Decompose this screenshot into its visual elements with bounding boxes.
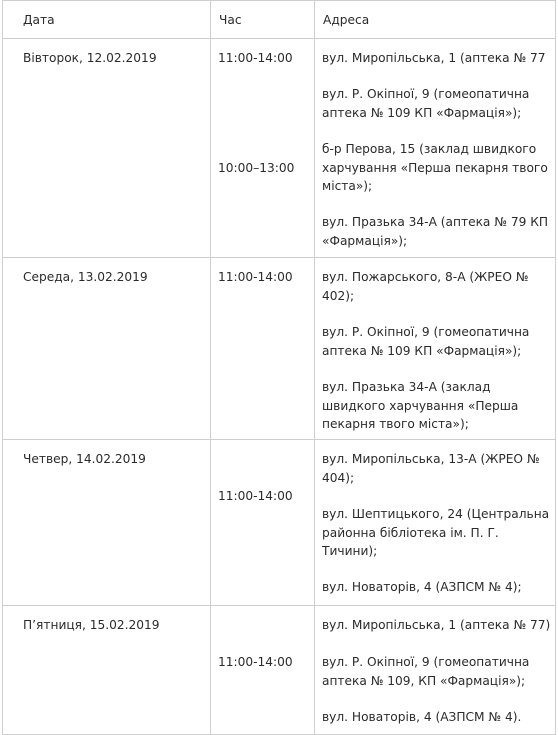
header-address <box>315 1 556 39</box>
date-text: Вівторок, 12.02.2019 <box>23 51 157 65</box>
header-address-label: Адреса <box>323 13 370 27</box>
address-cell <box>315 258 556 440</box>
table-row <box>3 258 556 440</box>
time-text: 10:00–13:00 <box>218 161 295 175</box>
date-cell <box>3 606 211 735</box>
address-text: вул. Новаторів, 4 (АЗПСМ № 4); <box>322 580 522 594</box>
time-cell <box>211 606 315 735</box>
table-row <box>3 39 556 258</box>
table-row <box>3 440 556 606</box>
header-time <box>211 1 315 39</box>
address-text: вул. Шептицького, 24 (Центральна районна бібліотека ім. П. Г. Тичини); <box>322 507 550 558</box>
date-text: Четвер, 14.02.2019 <box>23 452 146 466</box>
time-cell <box>211 39 315 258</box>
address-cell <box>315 606 556 735</box>
address-text: вул. Р. Окіпної, 9 (гомеопатична аптека № 109 КП «Фармація»); <box>322 87 530 120</box>
date-cell <box>3 258 211 440</box>
table-header-row <box>3 1 556 39</box>
schedule-table <box>2 0 556 735</box>
address-text: вул. Празька 34-А (аптека № 79 КП «Фармація»); <box>322 215 549 248</box>
time-text: 11:00-14:00 <box>218 489 293 503</box>
address-cell <box>315 440 556 606</box>
address-text: вул. Пожарського, 8-А (ЖРЕО № 402); <box>322 270 529 303</box>
header-time-label: Час <box>219 13 242 27</box>
address-text: вул. Миропільська, 1 (аптека № 77 <box>322 51 546 65</box>
address-text: вул. Р. Окіпної, 9 (гомеопатична аптека № 109, КП «Фармація»); <box>322 655 530 688</box>
time-cell <box>211 258 315 440</box>
time-text: 11:00-14:00 <box>218 270 293 284</box>
address-text: вул. Празька 34-А (заклад швидкого харчування «Перша пекарня твого міста»); <box>322 380 519 431</box>
time-text: 11:00-14:00 <box>218 51 293 65</box>
table-row <box>3 606 556 735</box>
date-text: П’ятниця, 15.02.2019 <box>23 618 160 632</box>
date-text: Середа, 13.02.2019 <box>23 270 148 284</box>
date-cell <box>3 39 211 258</box>
header-date <box>3 1 211 39</box>
time-text: 11:00-14:00 <box>218 655 293 669</box>
address-text: вул. Миропільська, 1 (аптека № 77) <box>322 618 551 632</box>
address-text: б-р Перова, 15 (заклад швидкого харчування «Перша пекарня твого міста»); <box>322 142 548 193</box>
address-cell <box>315 39 556 258</box>
header-date-label: Дата <box>23 13 55 27</box>
address-text: вул. Миропільська, 13-А (ЖРЕО № 404); <box>322 452 540 485</box>
date-cell <box>3 440 211 606</box>
time-cell <box>211 440 315 606</box>
address-text: вул. Р. Окіпної, 9 (гомеопатична аптека № 109 КП «Фармація»); <box>322 325 530 358</box>
address-text: вул. Новаторів, 4 (АЗПСМ № 4). <box>322 710 522 724</box>
